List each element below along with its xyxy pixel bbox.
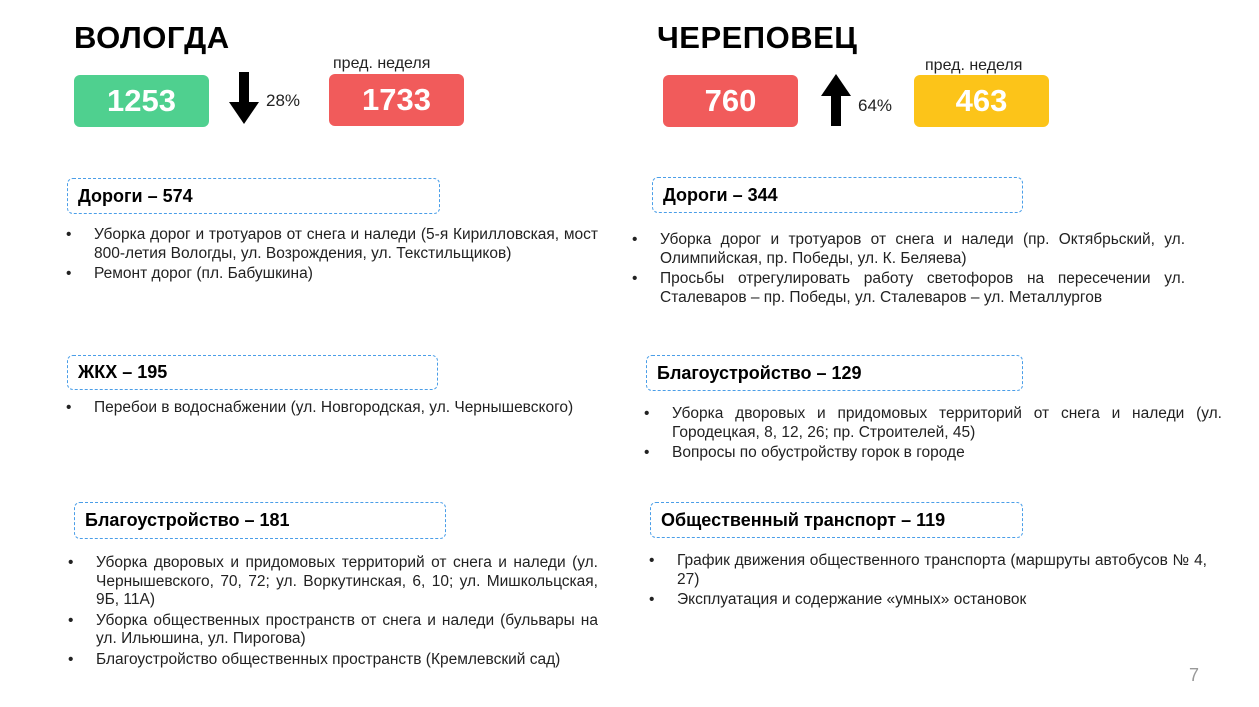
city-title-vologda: ВОЛОГДА	[74, 20, 230, 55]
cherepovets-current-count: 760	[663, 75, 798, 127]
list-item: • Эксплуатация и содержание «умных» остановок	[677, 591, 1207, 610]
arrow-down-icon	[229, 72, 259, 124]
vologda-current-count: 1253	[74, 75, 209, 127]
cherepovets-roads-list	[660, 231, 1185, 309]
cherepovets-improvement-list	[672, 405, 1222, 465]
vologda-roads-list	[94, 226, 598, 286]
vologda-change-percent: 28%	[266, 91, 301, 110]
arrow-up-icon	[821, 74, 851, 126]
list-item: • Вопросы по обустройству горок в городе	[672, 444, 1222, 463]
list-item: • Просьбы отрегулировать работу светофоров на пересечении ул. Сталеваров – пр. Победы, ул. Сталеваров – ул. Металлургов	[660, 270, 1185, 307]
cherepovets-change-percent: 64%	[858, 96, 893, 115]
list-item: • Благоустройство общественных пространств (Кремлевский сад)	[96, 651, 598, 670]
vologda-section-housing-title: ЖКХ – 195	[67, 355, 438, 390]
city-title-cherepovets: ЧЕРЕПОВЕЦ	[657, 20, 858, 55]
list-item: • Уборка дворовых и придомовых территорий от снега и наледи (ул. Чернышевского, 70, 72; ул. Воркутинская, 6, 10; ул. Мишкольцская, 9Б, 11А)	[96, 554, 598, 610]
cherepovets-transport-list	[677, 552, 1207, 612]
vologda-prev-count: 1733	[329, 74, 464, 126]
list-item: • Уборка общественных пространств от снега и наледи (бульвары на ул. Ильюшина, ул. Пирогова)	[96, 612, 598, 649]
list-item: • График движения общественного транспорта (маршруты автобусов № 4, 27)	[677, 552, 1207, 589]
vologda-prev-label: пред. неделя	[333, 55, 431, 72]
vologda-section-improvement-title: Благоустройство – 181	[74, 502, 446, 539]
cherepovets-prev-label: пред. неделя	[925, 57, 1023, 74]
list-item: • Уборка дворовых и придомовых территорий от снега и наледи (ул. Городецкая, 8, 12, 26; пр. Строителей, 45)	[672, 405, 1222, 442]
cherepovets-prev-count: 463	[914, 75, 1049, 127]
list-item: • Уборка дорог и тротуаров от снега и наледи (пр. Октябрьский, ул. Олимпийская, пр. Победы, ул. К. Беляева)	[660, 231, 1185, 268]
vologda-section-roads-title: Дороги – 574	[67, 178, 440, 214]
vologda-housing-list	[94, 399, 598, 420]
page-number: 7	[1188, 665, 1199, 685]
vologda-improvement-list	[96, 554, 598, 671]
list-item: • Ремонт дорог (пл. Бабушкина)	[94, 265, 598, 284]
list-item: • Перебои в водоснабжении (ул. Новгородская, ул. Чернышевского)	[94, 399, 598, 418]
list-item: • Уборка дорог и тротуаров от снега и наледи (5-я Кирилловская, мост 800-летия Вологды, ул. Возрождения, ул. Текстильщиков)	[94, 226, 598, 263]
cherepovets-section-roads-title: Дороги – 344	[652, 177, 1023, 213]
cherepovets-section-transport-title: Общественный транспорт – 119	[650, 502, 1023, 538]
cherepovets-section-improvement-title: Благоустройство – 129	[646, 355, 1023, 391]
